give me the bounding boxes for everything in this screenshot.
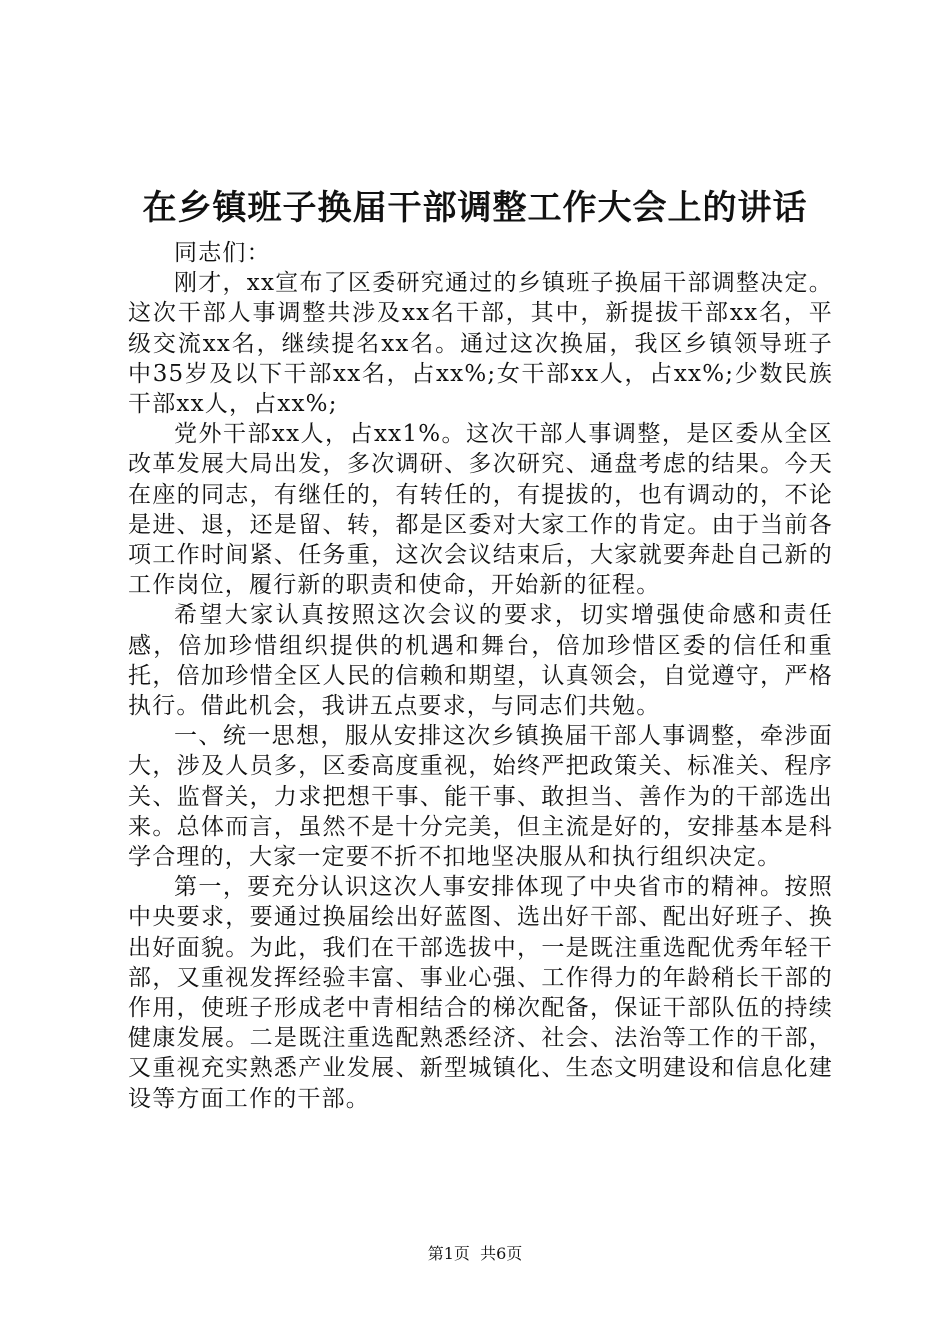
body-paragraph: 刚才，xx宣布了区委研究通过的乡镇班子换届干部调整决定。这次干部人事调整共涉及xx名干部，其中，新提拔干部xx名，平级交流xx名，继续提名xx名。通过这次换届，我区乡镇领导班子中35岁及以下干部xx名，占xx%;女干部xx人，占xx%;少数民族干部xx人，占xx%; bbox=[128, 270, 833, 418]
page-number: 第1页 bbox=[427, 1244, 470, 1263]
body-paragraph: 一、统一思想，服从安排这次乡镇换届干部人事调整，牵涉面大，涉及人员多，区委高度重视，始终严把政策关、标准关、程序关、监督关，力求把想干事、能干事、敢担当、善作为的干部选出来。总体而言，虽然不是十分完美，但主流是好的，安排基本是科学合理的，大家一定要不折不扣地坚决服从和执行组织决定。 bbox=[128, 723, 833, 871]
page-total: 共6页 bbox=[480, 1244, 523, 1263]
salutation-paragraph: 同志们： bbox=[174, 240, 271, 266]
document-body bbox=[128, 238, 833, 1114]
footer-spacer bbox=[470, 1244, 480, 1263]
document-title: 在乡镇班子换届干部调整工作大会上的讲话 bbox=[142, 188, 808, 228]
page-footer bbox=[0, 1243, 950, 1265]
body-paragraph: 党外干部xx人，占xx1%。这次干部人事调整，是区委从全区改革发展大局出发，多次调研、多次研究、通盘考虑的结果。今天在座的同志，有继任的，有转任的，有提拔的，也有调动的，不论是进、退，还是留、转，都是区委对大家工作的肯定。由于当前各项工作时间紧、任务重，这次会议结束后，大家就要奔赴自己新的工作岗位，履行新的职责和使命，开始新的征程。 bbox=[128, 421, 833, 599]
body-paragraph: 希望大家认真按照这次会议的要求，切实增强使命感和责任感，倍加珍惜组织提供的机遇和舞台，倍加珍惜区委的信任和重托，倍加珍惜全区人民的信赖和期望，认真领会，自觉遵守，严格执行。借此机会，我讲五点要求，与同志们共勉。 bbox=[128, 602, 833, 720]
body-paragraph: 第一，要充分认识这次人事安排体现了中央省市的精神。按照中央要求，要通过换届绘出好蓝图、选出好干部、配出好班子、换出好面貌。为此，我们在干部选拔中，一是既注重选配优秀年轻干部，又重视发挥经验丰富、事业心强、工作得力的年龄稍长干部的作用，使班子形成老中青相结合的梯次配备，保证干部队伍的持续健康发展。二是既注重选配熟悉经济、社会、法治等工作的干部，又重视充实熟悉产业发展、新型城镇化、生态文明建设和信息化建设等方面工作的干部。 bbox=[128, 874, 833, 1112]
